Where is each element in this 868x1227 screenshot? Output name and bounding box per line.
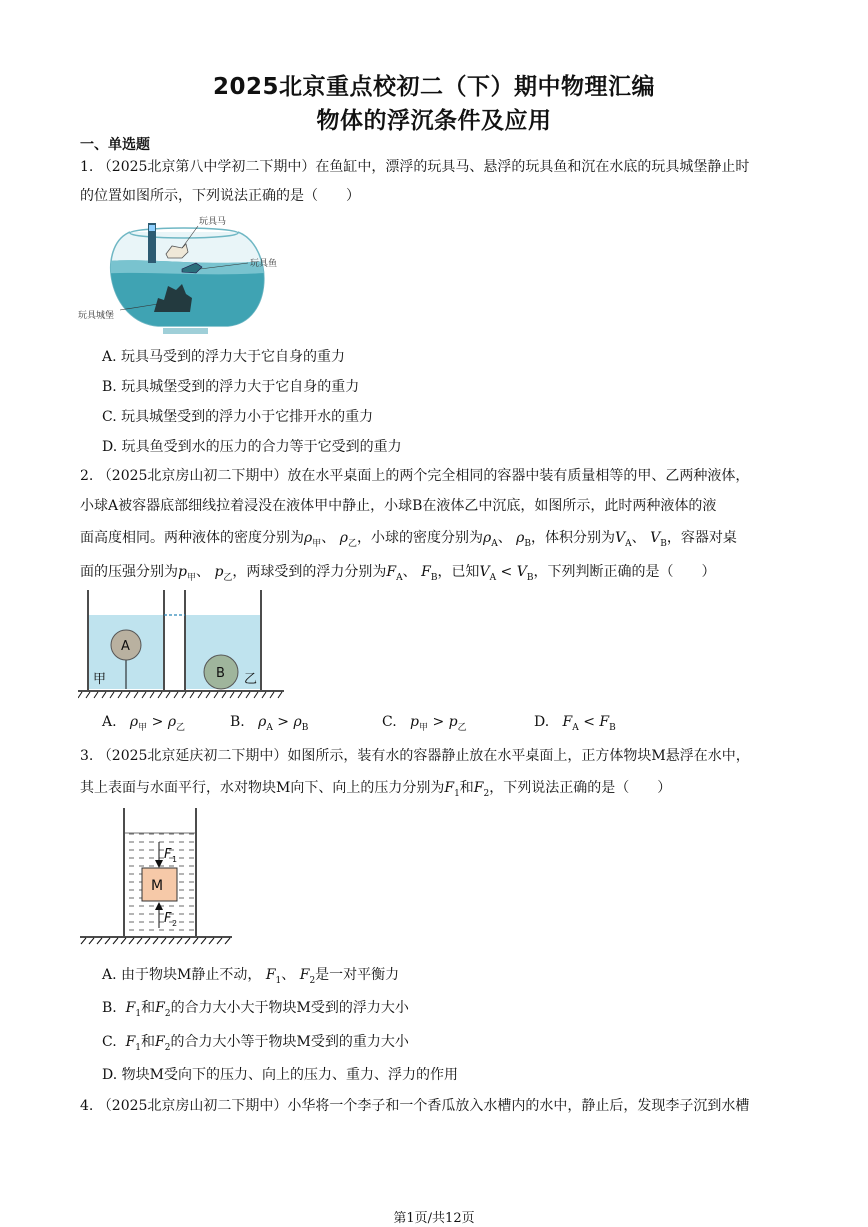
q2-l4-text-c: 已知 <box>451 564 480 580</box>
q3-stem-line1: 3. （2025北京延庆初二下期中）如图所示，装有水的容器静止放在水平桌面上，正方体物块M悬浮在水中， <box>80 748 750 764</box>
page-footer: 第1页/共12页 <box>393 1211 475 1226</box>
fishbowl-figure <box>78 214 278 336</box>
q2-stem-line4: 面的压强分别为$p_甲$、 $p_乙$，两球受到的浮力分别为$F_A$、 $F_B$，已知$V_A < V_B$，下列判断正确的是（ ） <box>80 564 716 583</box>
label-jia: 甲 <box>93 672 107 687</box>
label-f2: F <box>164 911 172 926</box>
label-toy-castle: 玩具城堡 <box>78 311 115 321</box>
label-f1: F <box>164 847 172 862</box>
q2-l4-text-b: 两球受到的浮力分别为 <box>246 564 387 580</box>
q2-l4-text-a: 面的压强分别为 <box>80 564 178 580</box>
q4-stem-line1: 4. （2025北京房山初二下期中）小华将一个李子和一个香瓜放入水槽内的水中，静止后，发现李子沉到水槽 <box>80 1098 750 1114</box>
q2-stem-line1: 2. （2025北京房山初二下期中）放在水平桌面上的两个完全相同的容器中装有质量相等的甲、乙两种液体， <box>80 468 750 484</box>
q2-option-d[interactable]: D. $F_A < F_B$ <box>534 714 616 733</box>
q1-option-c[interactable]: C. 玩具城堡受到的浮力小于它排开水的重力 <box>102 409 374 425</box>
q1-option-a[interactable]: A. 玩具马受到的浮力大于它自身的重力 <box>102 349 346 365</box>
q3-option-b[interactable]: B. $F_1$和$F_2$的合力大小大于物块M受到的浮力大小 <box>102 1000 409 1019</box>
label-toy-horse: 玩具马 <box>199 217 227 227</box>
label-ball-b: B <box>216 666 225 681</box>
q1-stem-line2: 的位置如图所示，下列说法正确的是（ ） <box>80 188 360 204</box>
q2-l4-text-d: 下列判断正确的是（ ） <box>547 564 716 580</box>
q2-stem-line3: 面高度相同。两种液体的密度分别为$\rho_甲$、 $\rho_乙$，小球的密度分别为$\rho_A$、 $\rho_B$，体积分别为$V_A$、 $V_B$，容器对桌 <box>80 530 737 549</box>
q2-l3-text-d: 容器对桌 <box>680 530 737 546</box>
q2-l3-text-b: 小球的密度分别为 <box>370 530 483 546</box>
label-ball-a: A <box>121 639 130 654</box>
section-heading: 一、单选题 <box>80 137 150 153</box>
q1-option-d[interactable]: D. 玩具鱼受到水的压力的合力等于它受到的重力 <box>102 439 402 455</box>
document-subtitle: 物体的浮沉条件及应用 <box>316 108 552 134</box>
q2-stem-line2: 小球A被容器底部细线拉着浸没在液体甲中静止，小球B在液体乙中沉底，如图所示，此时两种液体的液 <box>80 498 717 514</box>
label-toy-fish: 玩具鱼 <box>250 259 278 269</box>
block-in-water-figure <box>78 806 238 950</box>
q2-option-b[interactable]: B. $\rho_A > \rho_B$ <box>230 714 309 733</box>
q3-stem-line2: 其上表面与水面平行，水对物块M向下、向上的压力分别为$F_1$和$F_2$，下列说法正确的是（ ） <box>80 780 672 799</box>
label-block-m: M <box>151 878 164 894</box>
q1-option-b[interactable]: B. 玩具城堡受到的浮力大于它自身的重力 <box>102 379 360 395</box>
q2-l3-text-a: 面高度相同。两种液体的密度分别为 <box>80 530 304 546</box>
q2-option-a[interactable]: A. $\rho_甲 > \rho_乙$ <box>102 714 186 733</box>
svg-text:2: 2 <box>172 919 178 928</box>
two-containers-figure <box>78 588 290 704</box>
q3-option-d[interactable]: D. 物块M受向下的压力、向上的压力、重力、浮力的作用 <box>102 1067 458 1083</box>
document-title: 2025北京重点校初二（下）期中物理汇编 <box>212 74 655 100</box>
q1-stem-line1: 1. （2025北京第八中学初二下期中）在鱼缸中，漂浮的玩具马、悬浮的玩具鱼和沉在水底的玩具城堡静止时 <box>80 159 750 175</box>
q2-l3-text-c: 体积分别为 <box>545 530 615 546</box>
svg-text:1: 1 <box>172 855 178 864</box>
q3-option-c[interactable]: C. $F_1$和$F_2$的合力大小等于物块M受到的重力大小 <box>102 1034 409 1053</box>
q2-option-c[interactable]: C. $p_甲 > p_乙$ <box>382 714 467 733</box>
q3-option-a[interactable]: A. 由于物块M静止不动， $F_1$、 $F_2$是一对平衡力 <box>102 967 400 986</box>
label-yi: 乙 <box>244 672 258 687</box>
